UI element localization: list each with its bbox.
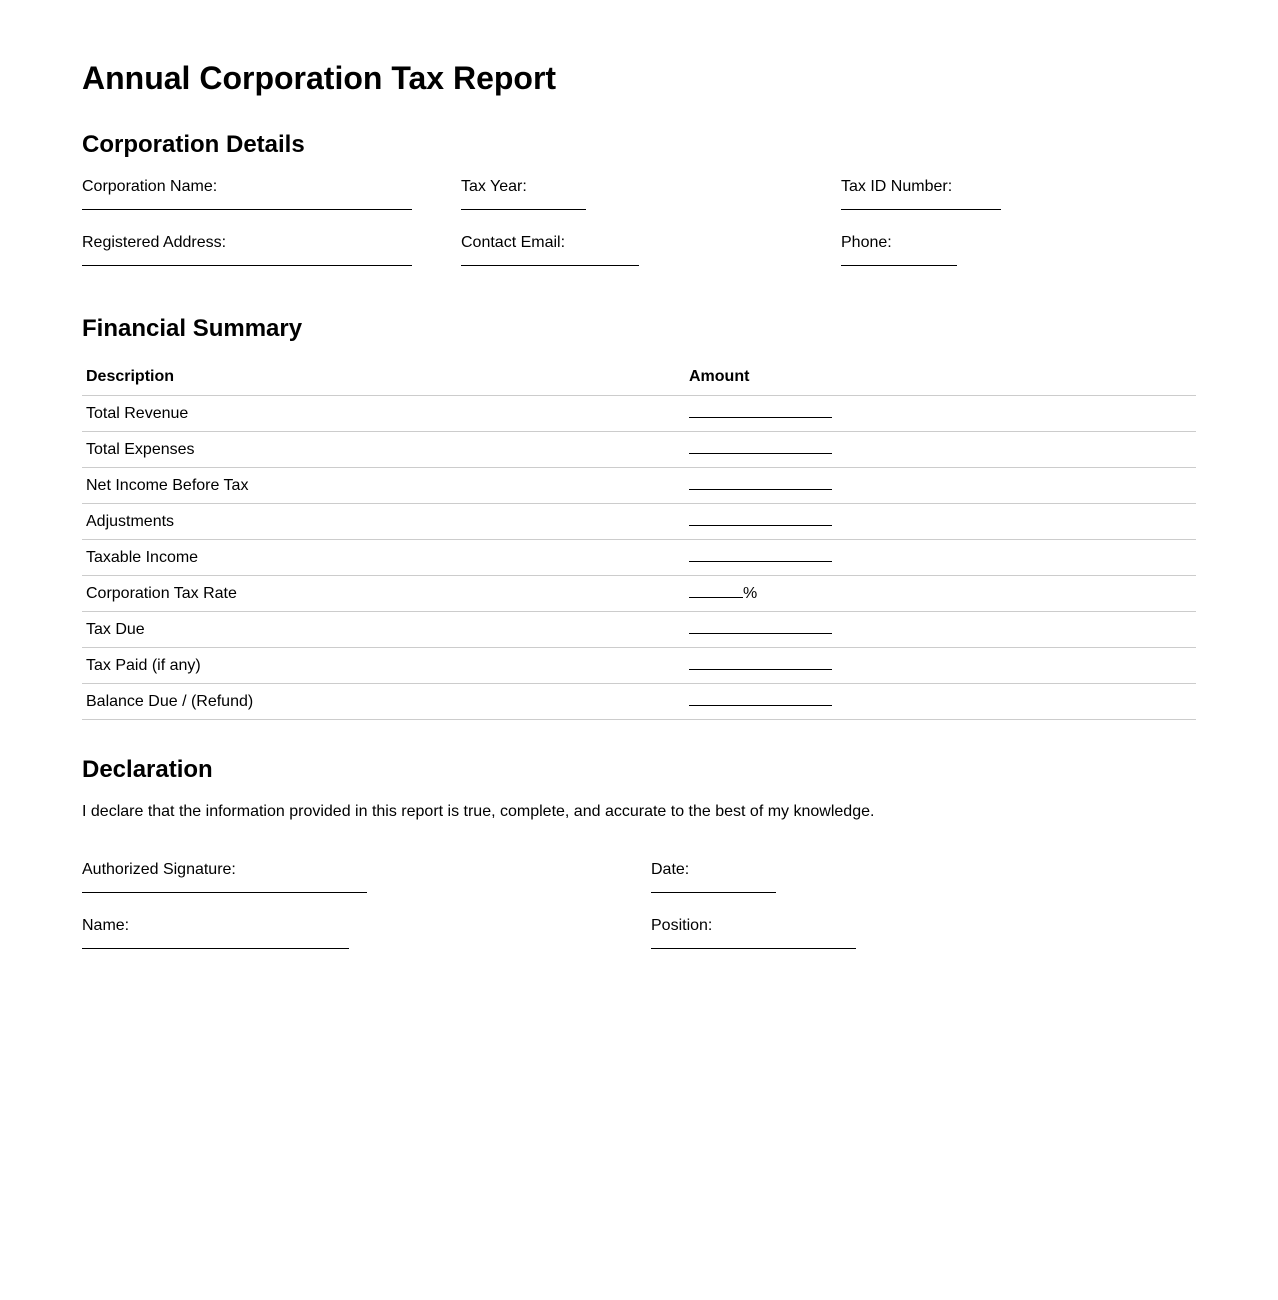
field-label: Tax ID Number: — [841, 178, 953, 195]
declaration-text: I declare that the information provided in this report is true, complete, and accurate to the best of my knowledge. — [82, 803, 875, 820]
blank-line[interactable] — [82, 265, 412, 266]
blank-line[interactable] — [841, 265, 957, 266]
table-row — [82, 648, 1196, 684]
row-amount — [685, 612, 1196, 648]
name-field[interactable] — [82, 916, 651, 972]
blank-line[interactable] — [651, 892, 776, 893]
row-amount — [685, 396, 1196, 432]
row-amount — [685, 576, 1196, 612]
row-description: Total Revenue — [82, 396, 685, 432]
field-label: Phone: — [841, 234, 892, 251]
row-amount — [685, 432, 1196, 468]
date-field[interactable] — [651, 860, 1196, 916]
registered-address-field[interactable] — [82, 233, 461, 289]
row-description: Net Income Before Tax — [82, 468, 685, 504]
row-description: Total Expenses — [82, 432, 685, 468]
signature-grid — [82, 860, 1196, 972]
row-description: Tax Due — [82, 612, 685, 648]
row-amount — [685, 540, 1196, 576]
field-label: Authorized Signature: — [82, 861, 236, 878]
column-header-amount: Amount — [685, 367, 1196, 396]
amount-blank-line[interactable] — [689, 439, 832, 454]
table-row — [82, 432, 1196, 468]
row-amount — [685, 504, 1196, 540]
table-row — [82, 612, 1196, 648]
table-row — [82, 396, 1196, 432]
amount-blank-line[interactable] — [689, 511, 832, 526]
amount-blank-line[interactable] — [689, 547, 832, 562]
row-amount — [685, 468, 1196, 504]
field-label: Tax Year: — [461, 178, 527, 195]
blank-line[interactable] — [461, 209, 586, 210]
page-title: Annual Corporation Tax Report — [82, 60, 557, 96]
tax-year-field[interactable] — [461, 177, 841, 233]
row-description: Adjustments — [82, 504, 685, 540]
table-row — [82, 468, 1196, 504]
amount-blank-line[interactable] — [689, 403, 832, 418]
section-heading-declaration: Declaration — [82, 756, 213, 783]
table-row — [82, 540, 1196, 576]
corporation-details-grid — [82, 177, 1196, 289]
corporation-name-field[interactable] — [82, 177, 461, 233]
tax-id-field[interactable] — [841, 177, 1196, 233]
field-label: Date: — [651, 861, 690, 878]
row-amount — [685, 684, 1196, 720]
percent-sign: % — [743, 585, 758, 602]
section-heading-corporation-details: Corporation Details — [82, 131, 305, 158]
blank-line[interactable] — [841, 209, 1001, 210]
row-description: Balance Due / (Refund) — [82, 684, 685, 720]
blank-line[interactable] — [461, 265, 639, 266]
field-label: Contact Email: — [461, 234, 566, 251]
amount-blank-line[interactable] — [689, 691, 832, 706]
amount-blank-line[interactable] — [689, 655, 832, 670]
authorized-signature-field[interactable] — [82, 860, 651, 916]
row-description: Corporation Tax Rate — [82, 576, 685, 612]
position-field[interactable] — [651, 916, 1196, 972]
blank-line[interactable] — [651, 948, 856, 949]
amount-blank-line[interactable] — [689, 475, 832, 490]
table-row — [82, 684, 1196, 720]
blank-line[interactable] — [82, 948, 349, 949]
row-description: Taxable Income — [82, 540, 685, 576]
column-header-description: Description — [82, 367, 685, 396]
amount-blank-line[interactable] — [689, 619, 832, 634]
section-heading-financial-summary: Financial Summary — [82, 315, 303, 342]
blank-line[interactable] — [82, 209, 412, 210]
field-label: Position: — [651, 917, 713, 934]
row-amount — [685, 648, 1196, 684]
amount-blank-line[interactable] — [689, 583, 743, 598]
table-row — [82, 504, 1196, 540]
field-label: Registered Address: — [82, 234, 227, 251]
contact-email-field[interactable] — [461, 233, 841, 289]
row-description: Tax Paid (if any) — [82, 648, 685, 684]
field-label: Name: — [82, 917, 130, 934]
financial-summary-table — [82, 367, 1196, 720]
table-row — [82, 576, 1196, 612]
phone-field[interactable] — [841, 233, 1196, 289]
field-label: Corporation Name: — [82, 178, 218, 195]
blank-line[interactable] — [82, 892, 367, 893]
